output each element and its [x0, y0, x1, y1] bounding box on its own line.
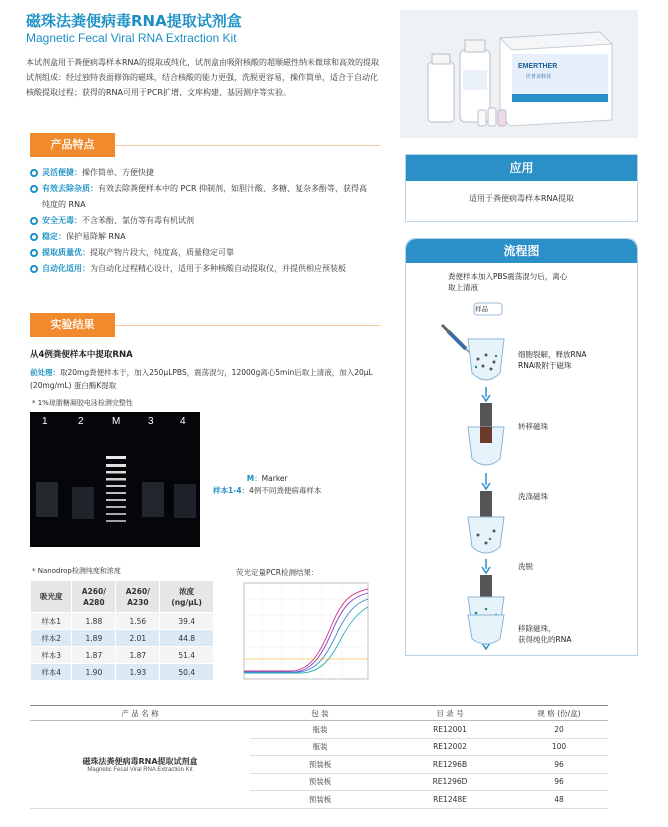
- pcr-amplification-plot: [232, 579, 372, 689]
- flow-step-text: 细胞裂解，释放RNA RNA吸附于磁珠: [518, 350, 587, 370]
- lane-label: M: [112, 416, 121, 427]
- feature-item: 安全无毒：不含苯酚、氯仿等有毒有机试剂: [30, 213, 370, 229]
- table-header: 目 录 号: [390, 706, 510, 721]
- gel-note: * 1%琼脂糖凝胶电泳检测完整性: [32, 399, 133, 407]
- bullet-icon: [30, 217, 38, 225]
- table-header: 产 品 名 称: [30, 706, 250, 721]
- feature-item: 灵活便捷：操作简单、方便快捷: [30, 165, 370, 181]
- gel-image: [30, 412, 200, 547]
- feature-item: 稳定：保护易降解 RNA: [30, 229, 370, 245]
- table-row: 预装板 RE1296D 96: [30, 773, 608, 791]
- flowchart-box: [405, 238, 638, 656]
- page-title: 磁珠法粪便病毒RNA提取试剂盒: [26, 12, 242, 30]
- results-heading: 实验结果: [30, 313, 115, 337]
- flow-step-text: 移除磁珠， 获得纯化的RNA: [518, 624, 572, 644]
- bullet-icon: [30, 265, 38, 273]
- table-row: 预装板 RE1296B 96: [30, 756, 608, 774]
- table-header: A260/ A230: [116, 581, 160, 613]
- tube-icon: [468, 491, 504, 553]
- feature-item: 自动化适用：为自动化过程精心设计，适用于多种核酸自动提取仪，并提供相应预装板: [30, 261, 370, 277]
- features-list: [30, 165, 370, 277]
- bullet-icon: [30, 169, 38, 177]
- flow-step-text: 洗脱: [518, 562, 533, 571]
- flowchart-heading: 流程图: [406, 239, 637, 263]
- product-name-cell: 磁珠法粪便病毒RNA提取试剂盒 Magnetic Fecal Viral RNA Extraction Kit: [30, 721, 250, 809]
- lane-label: 4: [180, 416, 186, 427]
- brand-logo: EMERTHER: [518, 63, 558, 70]
- table-row: 样本2 1.89 2.01 44.8: [31, 630, 214, 647]
- lane-label: 3: [148, 416, 154, 427]
- table-row: 磁珠法粪便病毒RNA提取试剂盒 Magnetic Fecal Viral RNA Extraction Kit 瓶装 RE12001 20: [30, 721, 608, 739]
- table-header: 浓度 (ng/μL): [160, 581, 214, 613]
- bullet-icon: [30, 185, 38, 193]
- flow-step-text: 洗涤磁珠: [518, 492, 548, 501]
- application-text: 适用于粪便病毒样本RNA提取: [468, 194, 574, 203]
- tube-icon: [468, 339, 504, 380]
- pcr-title: 荧光定量PCR检测结果：: [236, 568, 319, 577]
- bullet-icon: [30, 233, 38, 241]
- lane-label: 1: [42, 416, 48, 427]
- pretreatment-text: 前处理：取20mg粪便样本于，加入250μLPBS，震荡混匀，12000g离心5min后取上清液，加入20μL (20mg/mL) 蛋白酶K提取: [30, 368, 373, 390]
- table-header: 吸光度: [31, 581, 72, 613]
- sample-label: 样品: [475, 305, 488, 313]
- flow-step-text: 转移磁珠: [518, 422, 548, 431]
- results-subtitle: 从4例粪便样本中提取RNA: [30, 350, 133, 360]
- table-row: 样本3 1.87 1.87 51.4: [31, 647, 214, 664]
- nanodrop-note: * Nanodrop检测纯度和浓度: [32, 567, 121, 575]
- table-header: 包 装: [250, 706, 390, 721]
- table-header: A260/ A280: [72, 581, 116, 613]
- page-subtitle-en: Magnetic Fecal Viral RNA Extraction Kit: [26, 31, 237, 45]
- table-row: 样本1 1.88 1.56 39.4: [31, 613, 214, 630]
- product-photo: [400, 10, 638, 138]
- features-divider: [115, 145, 380, 146]
- application-box: [405, 154, 638, 222]
- lane-label: 2: [78, 416, 84, 427]
- table-row: 预装板 RE1248E 48: [30, 791, 608, 809]
- gel-legend: M：Marker 样本1-4：4例不同粪便病毒样本: [213, 474, 322, 495]
- results-divider: [115, 325, 380, 326]
- flow-step-text: 粪便样本加入PBS震荡混匀后，离心 取上清液: [448, 272, 568, 292]
- table-row: 瓶装 RE12002 100: [30, 738, 608, 756]
- features-heading: 产品特点: [30, 133, 115, 157]
- feature-item: 有效去除杂质：有效去除粪便样本中的 PCR 抑制剂，如胆汁酸、多糖、复杂多酚等，获得高纯度的 RNA: [30, 181, 370, 213]
- svg-text:医普美科技: 医普美科技: [526, 74, 552, 80]
- feature-item: 提取质量优：提取产物片段大，纯度高，质量稳定可靠: [30, 245, 370, 261]
- tube-icon: [468, 403, 504, 465]
- nanodrop-table: [30, 580, 214, 681]
- intro-paragraph: 本试剂盒用于粪便病毒样本RNA的提取或纯化，试剂盒由吸附核酸的超顺磁性纳米微球和高效的提取试剂组成：经过独特表面修饰的磁珠，结合核酸的能力更强，洗脱更容易，操作简单，适合于自动化核酸提取过程；获得的RNA可用于PCR扩增、文库构建、基因测序等实验。: [26, 58, 380, 97]
- application-heading: 应用: [406, 155, 637, 181]
- bullet-icon: [30, 249, 38, 257]
- ordering-table: [30, 705, 608, 809]
- table-row: 样本4 1.90 1.93 50.4: [31, 664, 214, 681]
- flowchart-diagram: [406, 263, 638, 653]
- table-header: 规 格 (份/盒): [510, 706, 608, 721]
